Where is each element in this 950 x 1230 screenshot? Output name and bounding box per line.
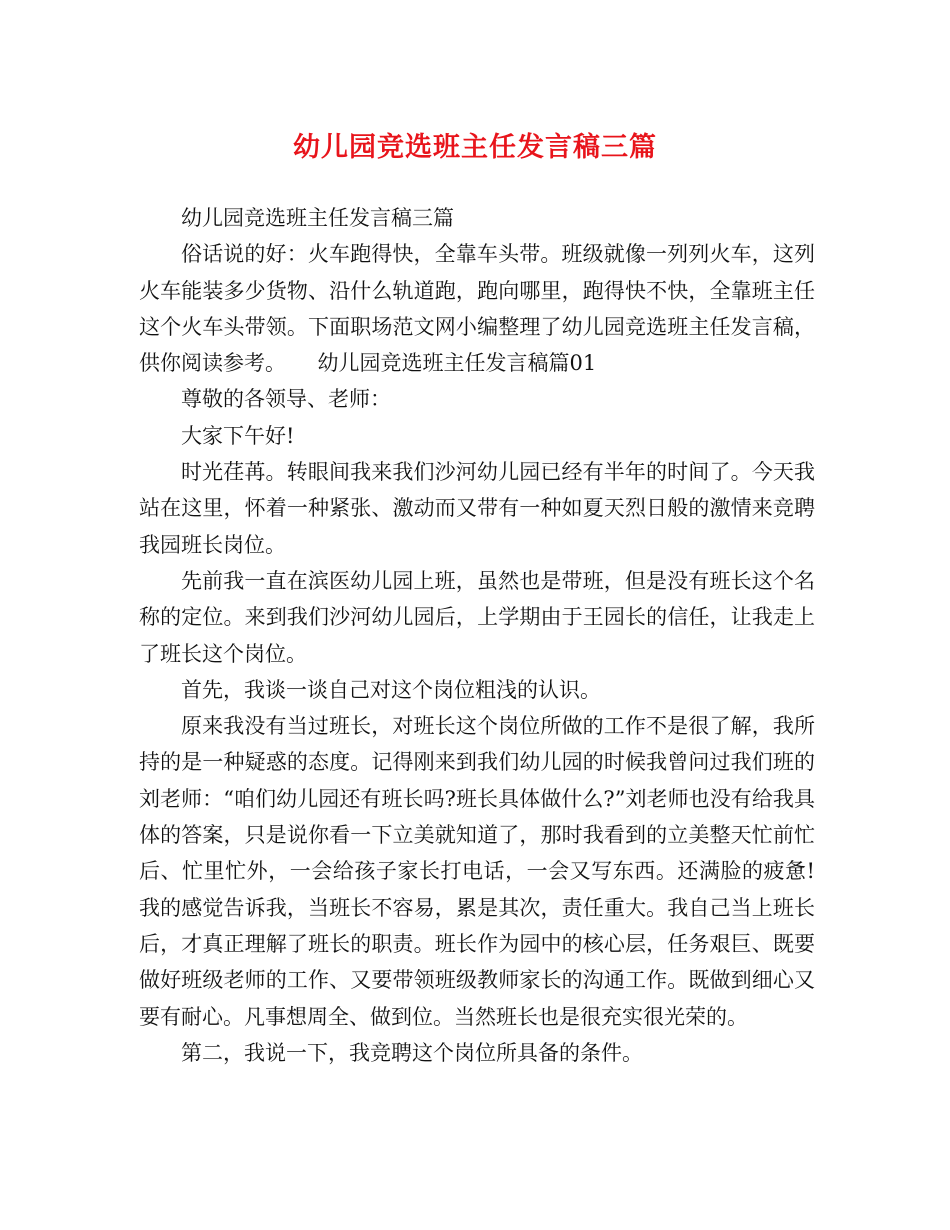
paragraph-second-point: 第二，我说一下，我竞聘这个岗位所具备的条件。 — [181, 1040, 643, 1065]
paragraph-background: 先前我一直在滨医幼儿园上班，虽然也是带班，但是没有班长这个名称的定位。来到我们沙河幼儿园后，上学期由于王园长的信任，让我走上了班长这个岗位。 — [139, 568, 815, 666]
paragraph-greeting: 大家下午好! — [181, 423, 295, 448]
paragraph-subtitle: 幼儿园竞选班主任发言稿三篇 — [181, 206, 454, 230]
paragraph-first-point: 首先，我谈一谈自己对这个岗位粗浅的认识。 — [181, 677, 601, 702]
paragraph-understanding: 原来我没有当过班长，对班长这个岗位所做的工作不是很了解，我所持的是一种疑惑的态度。记得刚来到我们幼儿园的时候我曾问过我们班的刘老师：“咱们幼儿园还有班长吗?班长具体做什么?”刘老师也没有给我具体的答案，只是说你看一下立美就知道了，那时我看到的立美整天忙前忙后、忙里忙外，一会给孩子家长打电话，一会又写东西。还满脸的疲惫!我的感觉告诉我，当班长不容易，累是其次，责任重大。我自己当上班长后，才真正理解了班长的职责。班长作为园中的核心层，任务艰巨、既要做好班级老师的工作、又要带领班级教师家长的沟通工作。既做到细心又要有耐心。凡事想周全、做到位。当然班长也是很充实很光荣的。 — [139, 714, 815, 1029]
paragraph-opening: 时光荏苒。转眼间我来我们沙河幼儿园已经有半年的时间了。今天我站在这里，怀着一种紧张、激动而又带有一种如夏天烈日般的激情来竞聘我园班长岗位。 — [139, 460, 815, 557]
paragraph-salutation: 尊敬的各领导、老师： — [181, 387, 391, 412]
document-title: 幼儿园竞选班主任发言稿三篇 — [293, 132, 657, 163]
document-body — [139, 200, 815, 1071]
paragraph-intro: 俗话说的好：火车跑得快，全靠车头带。班级就像一列列火车，这列火车能装多少货物、沿什么轨道跑，跑向哪里，跑得快不快，全靠班主任这个火车头带领。下面职场范文网小编整理了幼儿园竞选班主任发言稿，供你阅读参考。 幼儿园竞选班主任发言稿篇01 — [139, 242, 815, 376]
